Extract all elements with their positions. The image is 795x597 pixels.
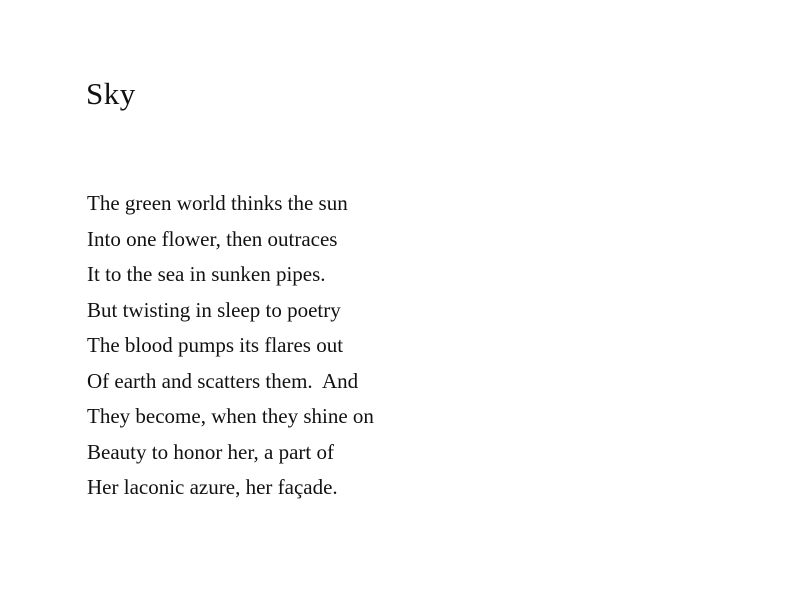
poem-line: Into one flower, then outraces: [87, 226, 338, 251]
poem-line: Of earth and scatters them. And: [87, 368, 359, 393]
poem-line: But twisting in sleep to poetry: [87, 297, 341, 322]
poem-line: The green world thinks the sun: [87, 191, 348, 215]
poem-line: They become, when they shine on: [87, 404, 374, 428]
poem-line: Beauty to honor her, a part of: [87, 439, 334, 464]
poem-line: Her laconic azure, her façade.: [87, 475, 338, 499]
poem-line: The blood pumps its flares out: [87, 333, 344, 357]
poem-body: [87, 186, 374, 506]
poem-title: Sky: [86, 76, 136, 111]
poem-line: It to the sea in sunken pipes.: [87, 262, 326, 286]
